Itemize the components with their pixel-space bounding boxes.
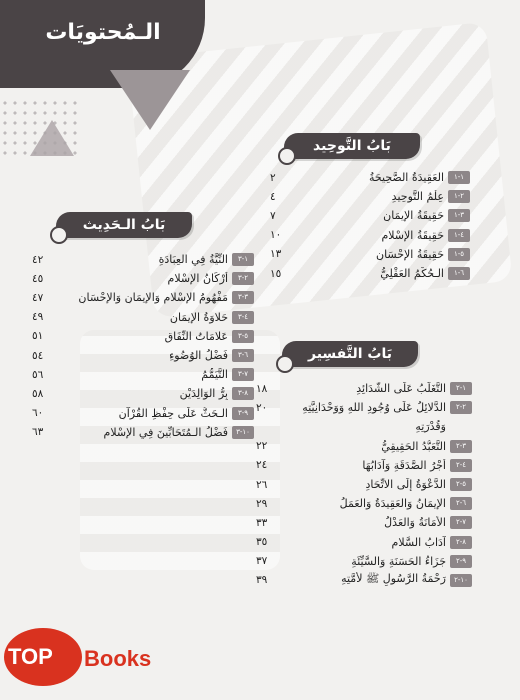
toc-item[interactable] (32, 404, 254, 423)
item-title: الإِيمَانُ وَالعَقِيدَةُ وَالعَمَلُ (339, 497, 446, 511)
item-number-badge: ٢-١ (448, 190, 470, 203)
toc-item[interactable] (270, 245, 470, 264)
item-number-badge: ٨-٢ (450, 536, 472, 549)
item-number-badge: ٢-٣ (232, 272, 254, 285)
toc-list-tafsir (256, 379, 472, 590)
decorative-triangle (110, 70, 190, 130)
toc-item[interactable] (32, 269, 254, 288)
item-title: حَقِيقَةُ الإِيمَانِ (383, 209, 444, 223)
item-title: الـحَثُّ عَلَى حِفْظِ القُرْآنِ (118, 406, 228, 420)
item-title: الأَمَانَةُ وَالعَدْلُ (384, 516, 446, 530)
item-number-badge: ١-٣ (232, 253, 254, 266)
item-number-badge: ٥-٢ (450, 478, 472, 491)
toc-item[interactable] (256, 513, 472, 532)
toc-item[interactable] (270, 264, 470, 283)
item-title: العَقِيدَةُ الصَّحِيحَةُ (369, 171, 444, 185)
item-number-badge: ٦-٢ (450, 497, 472, 510)
item-number-badge: ٩-٢ (450, 555, 472, 568)
toc-item-continuation (256, 417, 472, 436)
section-banner-tafsir: بَابُ التَّفسِير (282, 341, 418, 367)
item-number-badge: ٩-٣ (232, 407, 254, 420)
item-title: الـحُكْمُ العَقْلِيُّ (380, 267, 444, 281)
toc-item[interactable] (32, 346, 254, 365)
item-number-badge: ١٠-٣ (232, 426, 254, 439)
item-page: ٤٢ (32, 253, 44, 266)
item-title: فَضْلُ الوُضُوءِ (169, 349, 228, 363)
item-title: آدَابُ السَّلامِ (391, 535, 446, 549)
item-title: الدَّلائِلُ عَلَى وُجُودِ اللهِ وَوَحْدَانِيَّتِهِ (302, 401, 446, 415)
item-title: عِلْمُ التَّوحِيدِ (391, 190, 444, 204)
item-number-badge: ٧-٣ (232, 368, 254, 381)
item-number-badge: ٦-١ (448, 267, 470, 280)
item-page: ٥١ (32, 330, 44, 343)
item-page: ١٠ (270, 229, 282, 242)
item-page: ١٣ (270, 248, 282, 261)
item-number-badge: ٤-٣ (232, 311, 254, 324)
item-page: ٣٧ (256, 555, 268, 568)
toc-item[interactable] (256, 475, 472, 494)
item-page: ٣٩ (256, 574, 268, 587)
item-page: ٤ (270, 190, 276, 203)
toc-list-tawhid (270, 168, 470, 283)
toc-item[interactable] (270, 226, 470, 245)
item-number-badge: ٢-٢ (450, 401, 472, 414)
logo-top-text: TOP (8, 644, 53, 669)
item-title: رَحْمَةُ الرَّسُولِ ﷺ لأُمَّتِهِ (341, 572, 446, 586)
toc-item[interactable] (32, 308, 254, 327)
item-page: ٦٠ (32, 407, 44, 420)
toc-item[interactable] (256, 571, 472, 590)
item-page: ٥٨ (32, 387, 44, 400)
item-title: وَقُدْرَتِهِ (415, 420, 446, 434)
item-page: ٢٩ (256, 497, 268, 510)
item-number-badge: ٨-٣ (232, 387, 254, 400)
toc-item[interactable] (270, 187, 470, 206)
page-title: الـمُحتويَات (45, 20, 161, 45)
item-page: ٢٤ (256, 459, 268, 472)
item-title: حَلاوَةُ الإِيمَانِ (169, 310, 228, 324)
section-banner-tawhid: بَابُ التَّوحِيد (284, 133, 420, 159)
item-page: ٥٦ (32, 368, 44, 381)
toc-item[interactable] (256, 494, 472, 513)
item-title: التَّعَبُّدُ الحَقِيقِيُّ (381, 439, 446, 453)
logo-books-text: Books (84, 646, 152, 671)
item-title: عَلامَاتُ النِّفَاقِ (164, 329, 228, 343)
toc-item[interactable] (256, 533, 472, 552)
item-page: ٧ (270, 209, 276, 222)
item-page: ٤٩ (32, 311, 44, 324)
toc-list-hadith (32, 250, 254, 442)
decorative-dot-grid (0, 98, 80, 158)
item-page: ٢٠ (256, 401, 268, 414)
item-title: حَقِيقَةُ الإِحْسَانِ (375, 247, 444, 261)
item-number-badge: ٧-٢ (450, 516, 472, 529)
item-page: ٥٤ (32, 349, 44, 362)
item-number-badge: ٣-١ (448, 209, 470, 222)
item-title: أَجْرُ الصَّدَقَةِ وَآدَابُهَا (362, 458, 446, 472)
item-title: النِّيَّةُ فِي العِبَادَةِ (158, 253, 228, 267)
item-title: أَرْكَانُ الإِسْلامِ (167, 272, 228, 286)
toc-item[interactable] (270, 206, 470, 225)
toc-item[interactable] (32, 250, 254, 269)
section-banner-hadith: بَابُ الـحَدِيث (56, 212, 192, 238)
item-page: ٢ (270, 171, 276, 184)
item-title: الدَّعْوَةُ إِلَى الاتِّحَادِ (365, 478, 446, 492)
item-number-badge: ١٠-٢ (450, 574, 472, 587)
item-title: فَضْلُ الـمُتَحَابِّينَ فِي الإِسْلامِ (103, 425, 228, 439)
toc-item[interactable] (32, 327, 254, 346)
item-page: ٢٢ (256, 440, 268, 453)
toc-item[interactable] (256, 398, 472, 417)
toc-item[interactable] (32, 423, 254, 442)
toc-item[interactable] (256, 437, 472, 456)
item-title: التَّيَمُّمُ (201, 368, 228, 382)
toc-item[interactable] (32, 384, 254, 403)
item-page: ٣٣ (256, 516, 268, 529)
item-number-badge: ٦-٣ (232, 349, 254, 362)
item-number-badge: ٣-٣ (232, 291, 254, 304)
item-title: حَقِيقَةُ الإِسْلامِ (381, 228, 444, 242)
toc-item[interactable] (256, 379, 472, 398)
toc-item[interactable] (32, 365, 254, 384)
item-number-badge: ١-٢ (450, 382, 472, 395)
item-page: ١٥ (270, 267, 282, 280)
topbooks-logo (0, 626, 196, 700)
toc-item[interactable] (32, 288, 254, 307)
item-title: بِرُّ الوَالِدَيْنِ (179, 387, 228, 401)
item-number-badge: ٥-١ (448, 248, 470, 261)
item-page: ٦٣ (32, 426, 44, 439)
item-number-badge: ٣-٢ (450, 440, 472, 453)
item-page: ١٨ (256, 382, 268, 395)
toc-item[interactable] (270, 168, 470, 187)
item-page: ٤٧ (32, 291, 44, 304)
item-number-badge: ١-١ (448, 171, 470, 184)
item-title: جَزَاءُ الحَسَنَةِ وَالسَّيِّئَةِ (351, 554, 446, 568)
item-page: ٣٥ (256, 536, 268, 549)
item-number-badge: ٥-٣ (232, 330, 254, 343)
item-number-badge: ٤-١ (448, 229, 470, 242)
item-title: مَفْهُومُ الإِسْلامِ وَالإِيمَانِ وَالإِحْسَانِ (78, 291, 228, 305)
toc-item[interactable] (256, 552, 472, 571)
toc-item[interactable] (256, 456, 472, 475)
item-number-badge: ٤-٢ (450, 459, 472, 472)
item-title: التَّغَلُّبُ عَلَى الشَّدَائِدِ (356, 382, 446, 396)
item-page: ٤٥ (32, 272, 44, 285)
item-page: ٢٦ (256, 478, 268, 491)
